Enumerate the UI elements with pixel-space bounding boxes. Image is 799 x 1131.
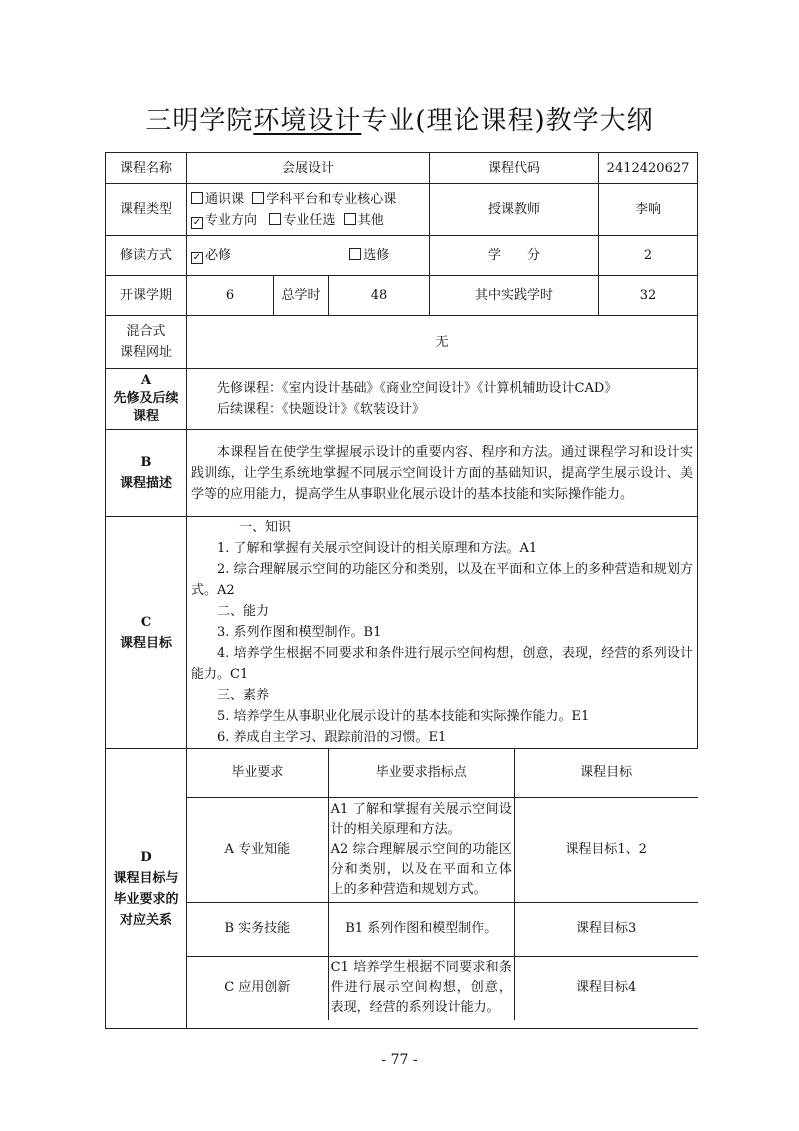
title-part-3: 专业(理论课程)教学大纲 (361, 106, 654, 136)
course-type-label: 课程类型 (106, 184, 187, 236)
objective-heading-literacy: 三、素养 (217, 688, 270, 703)
total-hours-value: 48 (329, 276, 430, 316)
syllabus-table (105, 152, 698, 1029)
mapping-header-goal: 课程目标 (514, 749, 697, 797)
checkbox-required[interactable]: ✓ (192, 252, 202, 263)
page-title (0, 100, 799, 137)
practice-hours-label: 其中实践学时 (430, 276, 599, 316)
mixed-url-label (106, 316, 187, 369)
mapping-req-c: C 应用创新 (187, 956, 328, 1020)
credit-value: 2 (599, 236, 698, 276)
mapping-points-a (328, 797, 514, 902)
point-a1: A1 了解和掌握有关展示空间设计的相关原理和方法。 (330, 801, 512, 837)
page-number: - 77 - (381, 1052, 418, 1068)
checkbox-general[interactable] (191, 192, 203, 204)
checkbox-core[interactable] (252, 192, 264, 204)
elective-label: 选修 (363, 248, 390, 263)
course-type-options (187, 184, 430, 236)
section-a-label (106, 369, 187, 430)
checkbox-other[interactable] (344, 213, 356, 225)
checkbox-direction[interactable]: ✓ (192, 216, 202, 228)
row-course-name (106, 153, 698, 184)
section-a-label-1: 先修及后续 (113, 391, 179, 406)
prerequisite-courses: 先修课程：《室内设计基础》《商业空间设计》《计算机辅助设计CAD》 (217, 381, 618, 396)
followup-courses: 后续课程：《快题设计》《软装设计》 (217, 402, 426, 417)
course-name-value: 会展设计 (187, 153, 430, 184)
mapping-goal-a: 课程目标1、2 (514, 797, 697, 902)
section-b-label-text: 课程描述 (119, 476, 172, 491)
table-row (187, 797, 698, 902)
table-row (187, 902, 698, 956)
objective-heading-knowledge: 一、知识 (239, 520, 292, 535)
type-core-label: 学科平台和专业核心课 (266, 191, 397, 207)
row-semester (106, 276, 698, 316)
mapping-table (187, 749, 698, 1020)
mapping-header-req: 毕业要求 (187, 749, 328, 797)
section-b-letter: B (140, 455, 152, 470)
row-section-b (106, 430, 698, 517)
objective-heading-ability: 二、能力 (217, 604, 270, 619)
mapping-goal-c: 课程目标4 (514, 956, 697, 1020)
semester-label: 开课学期 (106, 276, 187, 316)
objective-2: 2. 综合理解展示空间的功能区分和类别，以及在平面和立体上的多种营造和规划方式。A2 (191, 562, 694, 598)
section-d-label (106, 749, 187, 1029)
section-a-letter: A (140, 373, 152, 388)
section-c-content (187, 517, 698, 749)
checkbox-optional[interactable] (269, 213, 281, 225)
course-code-value: 2412420627 (599, 153, 698, 184)
section-d-label-2: 毕业要求的 (113, 891, 179, 907)
section-d-letter: D (140, 849, 152, 865)
type-other-label: 其他 (357, 212, 384, 228)
mapping-req-a: A 专业知能 (187, 797, 328, 902)
section-d-label-1: 课程目标与 (113, 870, 179, 886)
checkbox-elective[interactable] (349, 248, 361, 260)
study-mode-options (187, 236, 430, 276)
section-c-label (106, 517, 187, 749)
section-c-letter: C (140, 614, 152, 630)
type-options-line-1 (191, 189, 425, 210)
section-b-content (187, 430, 698, 517)
required-label: 必修 (205, 248, 232, 263)
mapping-header-row (187, 749, 698, 797)
type-direction-label: 专业方向 (205, 212, 258, 228)
mapping-goal-b: 课程目标3 (514, 902, 697, 956)
mapping-points-b: B1 系列作图和模型制作。 (328, 902, 514, 956)
section-a-label-2: 课程 (132, 409, 159, 424)
section-a-content (187, 369, 698, 430)
section-c-label-text: 课程目标 (119, 635, 172, 651)
credit-label: 学 分 (430, 236, 599, 276)
title-part-1: 三明学院 (145, 106, 254, 136)
type-general-label: 通识课 (205, 191, 245, 207)
teacher-label: 授课教师 (430, 184, 599, 236)
mapping-points-c: C1 培养学生根据不同要求和条件进行展示空间构想，创意，表现，经营的系列设计能力。 (328, 956, 514, 1020)
table-row (187, 956, 698, 1020)
mapping-req-b: B 实务技能 (187, 902, 328, 956)
type-options-line-2 (191, 210, 425, 231)
row-section-a (106, 369, 698, 430)
objective-3: 3. 系列作图和模型制作。B1 (217, 625, 382, 640)
objective-4: 4. 培养学生根据不同要求和条件进行展示空间构想，创意，表现，经营的系列设计能力。C1 (191, 646, 694, 682)
mixed-url-value: 无 (187, 316, 698, 369)
row-course-type (106, 184, 698, 236)
type-optional-label: 专业任选 (283, 212, 336, 228)
semester-value: 6 (187, 276, 274, 316)
section-d-content (187, 749, 698, 1029)
practice-hours-value: 32 (599, 276, 698, 316)
teacher-value: 李响 (599, 184, 698, 236)
row-section-c (106, 517, 698, 749)
total-hours-label: 总学时 (274, 276, 329, 316)
objective-6: 6. 养成自主学习、跟踪前沿的习惯。E1 (217, 730, 447, 745)
course-code-label: 课程代码 (430, 153, 599, 184)
row-section-d (106, 749, 698, 1029)
point-a2: A2 综合理解展示空间的功能区分和类别，以及在平面和立体上的多种营造和规划方式。 (330, 841, 512, 897)
mixed-label-line-1: 混合式 (126, 324, 166, 339)
section-d-label-3: 对应关系 (119, 912, 172, 928)
objective-5: 5. 培养学生从事职业化展示设计的基本技能和实际操作能力。E1 (217, 709, 590, 724)
section-b-label (106, 430, 187, 517)
row-mixed-url (106, 316, 698, 369)
study-mode-label: 修读方式 (106, 236, 187, 276)
mixed-label-line-2: 课程网址 (119, 345, 172, 360)
row-study-mode (106, 236, 698, 276)
title-major: 环境设计 (253, 106, 362, 136)
objective-1: 1. 了解和掌握有关展示空间设计的相关原理和方法。A1 (217, 541, 538, 556)
mapping-header-points: 毕业要求指标点 (328, 749, 514, 797)
course-name-label: 课程名称 (106, 153, 187, 184)
course-description: 本课程旨在使学生掌握展示设计的重要内容、程序和方法。通过课程学习和设计实践训练，让学生系统地掌握不同展示空间设计方面的基础知识，提高学生展示设计、美学等的应用能力，提高学生从事职业化展示设计的基本技能和实际操作能力。 (191, 444, 694, 502)
